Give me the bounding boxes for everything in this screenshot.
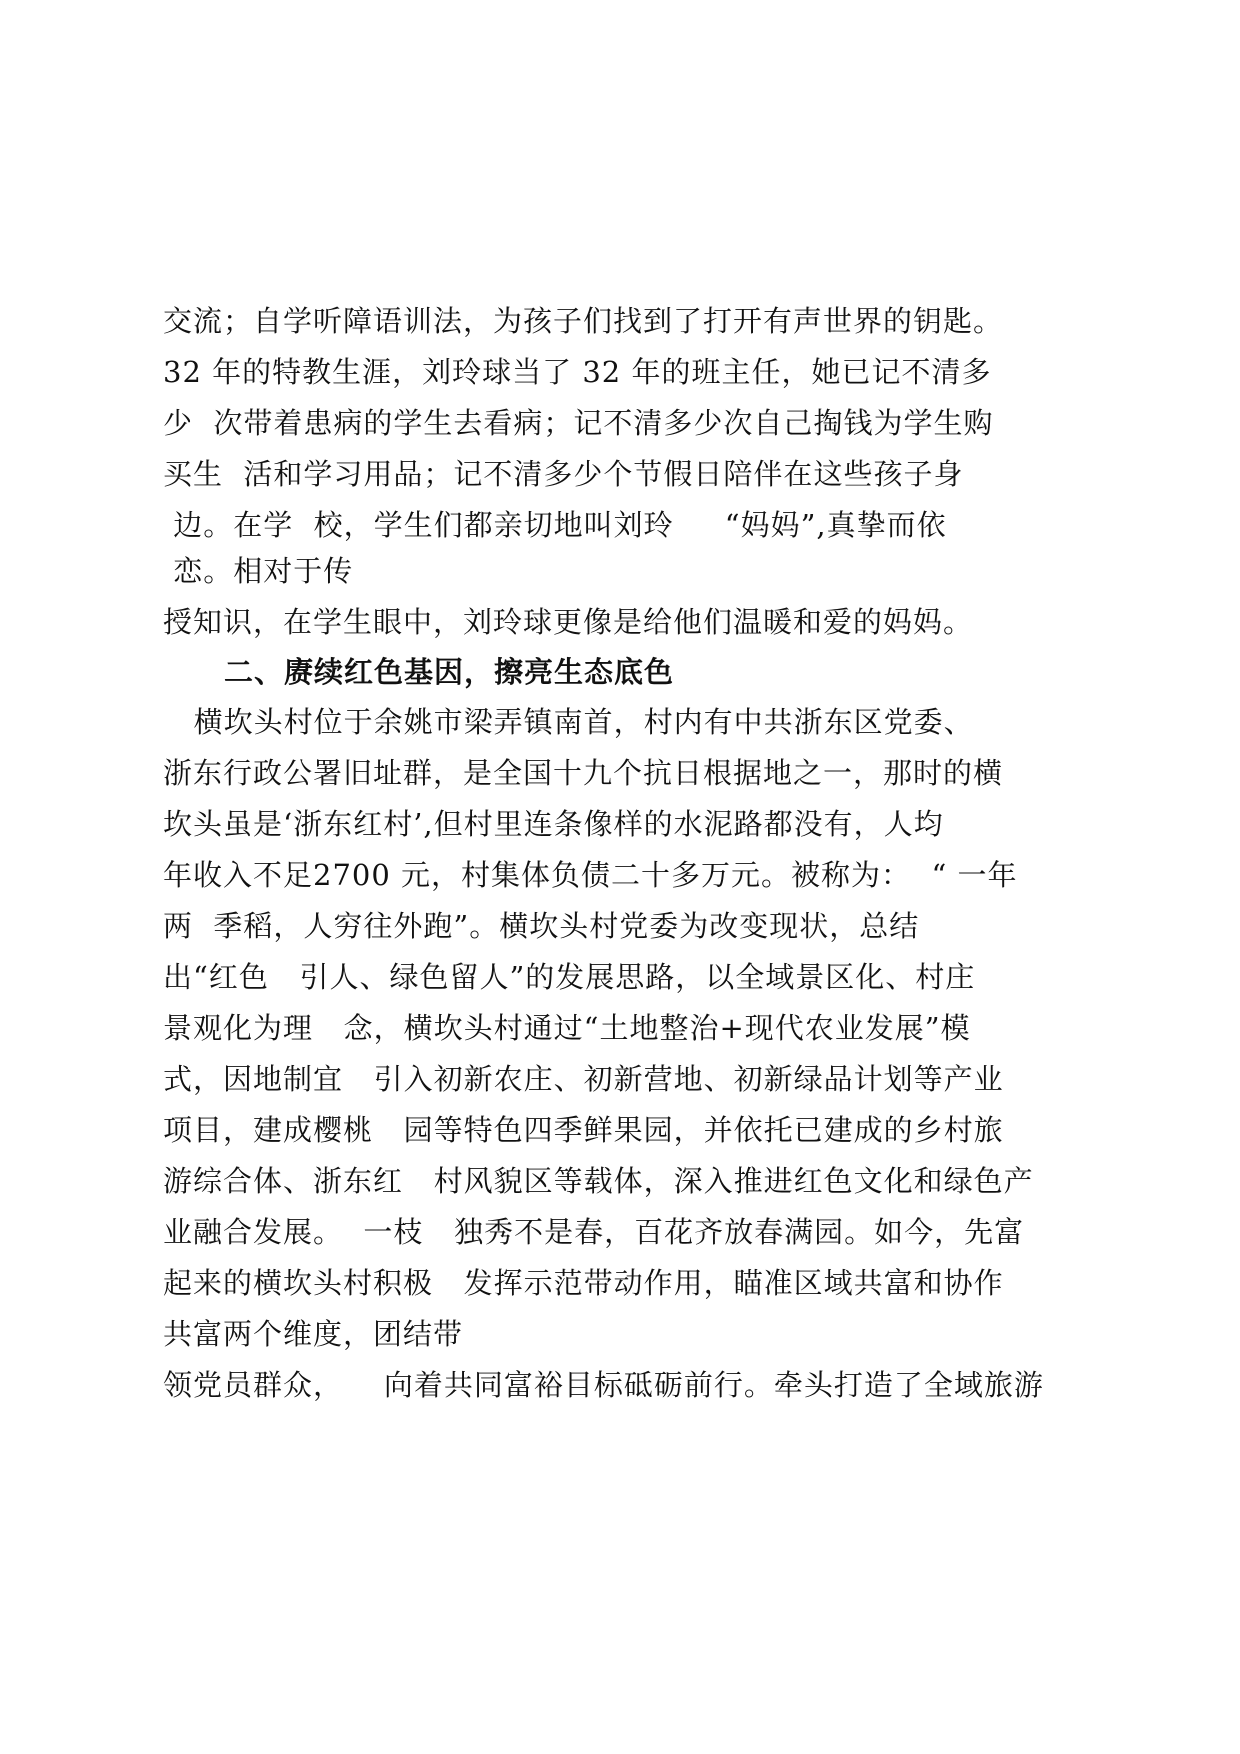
text-line: 年收入不足2700 元，村集体负债二十多万元。被称为： “ 一年 bbox=[163, 858, 1018, 892]
text-line: 坎头虽是‘浙东红村’,但村里连条像样的水泥路都没有，人均 bbox=[163, 807, 944, 841]
text-line: 业融合发展。 一枝 独秀不是春，百花齐放春满园。如今，先富 bbox=[163, 1215, 1025, 1249]
text-line: 边。在学 校，学生们都亲切地叫刘玲 “妈妈”,真挚而依 bbox=[163, 508, 947, 542]
text-line: 游综合体、浙东红 村风貌区等载体，深入推进红色文化和绿色产 bbox=[163, 1164, 1034, 1198]
text-line: 32 年的特教生涯，刘玲球当了 32 年的班主任，她已记不清多 bbox=[163, 355, 992, 389]
text-line: 横坎头村位于余姚市梁弄镇南首，村内有中共浙东区党委、 bbox=[163, 705, 974, 739]
text-line: 项目，建成樱桃 园等特色四季鲜果园，并依托已建成的乡村旅 bbox=[163, 1113, 1004, 1147]
text-line: 浙东行政公署旧址群，是全国十九个抗日根据地之一，那时的横 bbox=[163, 756, 1004, 790]
text-line: 交流；自学听障语训法，为孩子们找到了打开有声世界的钥匙。 bbox=[163, 304, 1004, 338]
text-line: 少 次带着患病的学生去看病；记不清多少次自己掏钱为学生购 bbox=[163, 406, 994, 440]
text-line: 共富两个维度，团结带 bbox=[163, 1317, 464, 1351]
section-heading: 二、赓续红色基因，擦亮生态底色 bbox=[224, 655, 675, 689]
text-line: 式，因地制宜 引入初新农庄、初新营地、初新绿品计划等产业 bbox=[163, 1062, 1004, 1096]
text-line: 买生 活和学习用品；记不清多少个节假日陪伴在这些孩子身 bbox=[163, 457, 964, 491]
text-line: 授知识，在学生眼中，刘玲球更像是给他们温暖和爱的妈妈。 bbox=[163, 605, 974, 639]
text-line: 出“红色 引人、绿色留人”的发展思路，以全域景区化、村庄 bbox=[163, 960, 976, 994]
text-line: 领党员群众， 向着共同富裕目标砥砺前行。牵头打造了全域旅游 bbox=[163, 1368, 1044, 1402]
text-line: 起来的横坎头村积极 发挥示范带动作用，瞄准区域共富和协作 bbox=[163, 1266, 1004, 1300]
text-line: 景观化为理 念，横坎头村通过“土地整治+现代农业发展”模 bbox=[163, 1011, 971, 1045]
text-line: 恋。相对于传 bbox=[163, 554, 354, 588]
text-line: 两 季稻，人穷往外跑”。横坎头村党委为改变现状，总结 bbox=[163, 909, 920, 943]
